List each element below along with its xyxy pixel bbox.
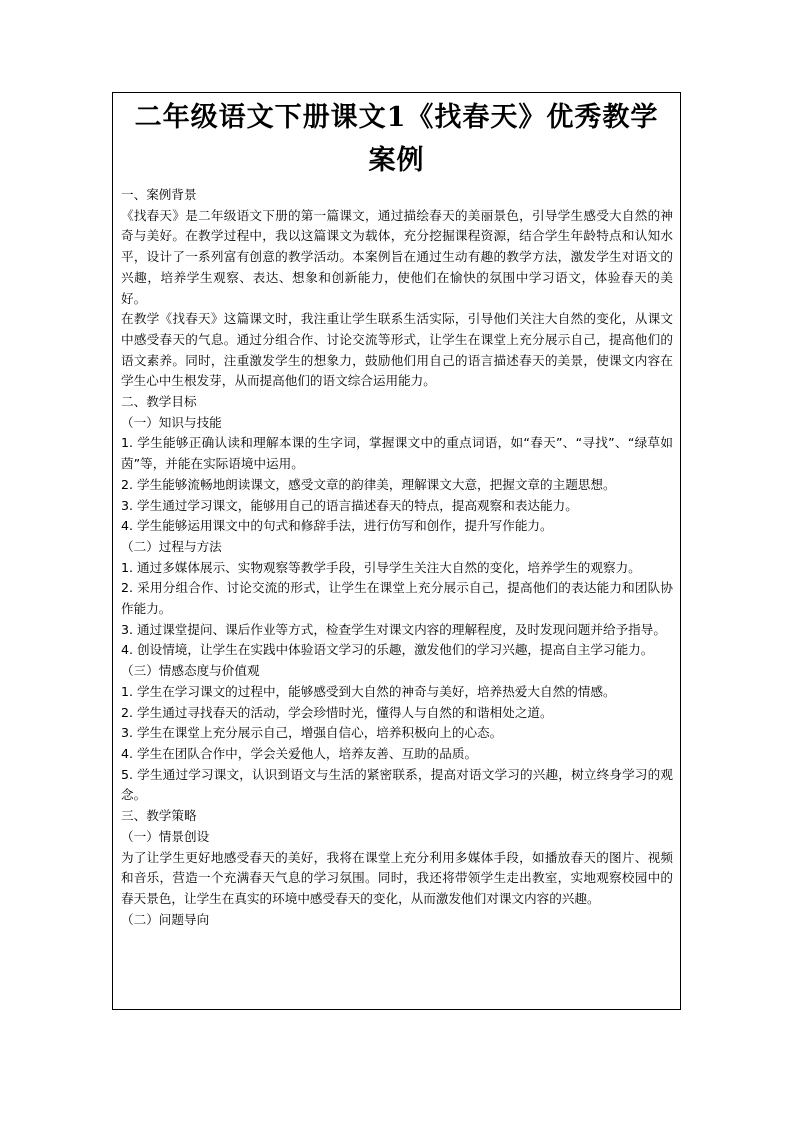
- attitude-item: 3. 学生在课堂上充分展示自己，增强自信心，培养积极向上的心态。: [121, 725, 503, 741]
- knowledge-item: 2. 学生能够流畅地朗读课文，感受文章的韵律美，理解课文大意，把握文章的主题思想。: [121, 476, 616, 492]
- knowledge-item: 4. 学生能够运用课文中的句式和修辞手法，进行仿写和创作，提升写作能力。: [121, 518, 553, 534]
- subheading-problem-oriented: （二）问题导向: [121, 911, 210, 927]
- document-body: [113, 182, 680, 930]
- subheading-process-methods: （二）过程与方法: [121, 538, 222, 554]
- subheading-attitude-values: （三）情感态度与价值观: [121, 663, 260, 679]
- document-title: [113, 93, 680, 182]
- title-line-1: 二年级语文下册课文1《找春天》优秀教学: [134, 102, 659, 133]
- attitude-item: 1. 学生在学习课文的过程中，能够感受到大自然的神奇与美好，培养热爱大自然的情感。: [121, 683, 616, 699]
- scenario-paragraph: 为了让学生更好地感受春天的美好，我将在课堂上充分利用多媒体手段，如播放春天的图片、视频和音乐，营造一个充满春天气息的学习氛围。同时，我还将带领学生走出教室，实地观察校园中的春天景色，让学生在真实的环境中感受春天的变化，从而激发他们对课文内容的兴趣。: [121, 849, 673, 906]
- attitude-item: 4. 学生在团队合作中，学会关爱他人，培养友善、互助的品质。: [121, 745, 478, 761]
- section-heading-objectives: 二、教学目标: [121, 394, 197, 410]
- background-paragraph-1: 《找春天》是二年级语文下册的第一篇课文，通过描绘春天的美丽景色，引导学生感受大自然的神奇与美好。在教学过程中，我以这篇课文为载体，充分挖掘课程资源，结合学生年龄特点和认知水平，设计了一系列富有创意的教学活动。本案例旨在通过生动有趣的教学方法，激发学生对语文的兴趣，培养学生观察、表达、想象和创新能力，使他们在愉快的氛围中学习语文，体验春天的美好。: [121, 207, 673, 306]
- subheading-scenario: （一）情景创设: [121, 828, 210, 844]
- title-line-2: 案例: [368, 145, 425, 176]
- process-item: 4. 创设情境，让学生在实践中体验语文学习的乐趣，激发他们的学习兴趣，提高自主学习能力。: [121, 642, 654, 658]
- knowledge-item: 3. 学生通过学习课文，能够用自己的语言描述春天的特点，提高观察和表达能力。: [121, 497, 578, 513]
- attitude-item: 2. 学生通过寻找春天的活动，学会珍惜时光，懂得人与自然的和谐相处之道。: [121, 704, 553, 720]
- background-paragraph-2: 在教学《找春天》这篇课文时，我注重让学生联系生活实际，引导他们关注大自然的变化，从课文中感受春天的气息。通过分组合作、讨论交流等形式，让学生在课堂上充分展示自己，提高他们的语文素养。同时，注重激发学生的想象力，鼓励他们用自己的语言描述春天的美景，使课文内容在学生心中生根发芽，从而提高他们的语文综合运用能力。: [121, 311, 673, 389]
- document-frame: [112, 92, 681, 1010]
- process-item: 2. 采用分组合作、讨论交流的形式，让学生在课堂上充分展示自己，提高他们的表达能力和团队协作能力。: [121, 580, 673, 617]
- section-heading-background: 一、案例背景: [121, 187, 197, 202]
- attitude-item: 5. 学生通过学习课文，认识到语文与生活的紧密联系，提高对语文学习的兴趣，树立终身学习的观念。: [121, 766, 673, 803]
- subheading-knowledge-skills: （一）知识与技能: [121, 414, 222, 430]
- knowledge-item: 1. 学生能够正确认读和理解本课的生字词，掌握课文中的重点词语，如“春天”、“寻找”、“绿草如茵”等，并能在实际语境中运用。: [121, 435, 673, 472]
- process-item: 3. 通过课堂提问、课后作业等方式，检查学生对课文内容的理解程度，及时发现问题并给予指导。: [121, 621, 666, 637]
- section-heading-strategy: 三、教学策略: [121, 808, 197, 824]
- process-item: 1. 通过多媒体展示、实物观察等教学手段，引导学生关注大自然的变化，培养学生的观察力。: [121, 559, 641, 575]
